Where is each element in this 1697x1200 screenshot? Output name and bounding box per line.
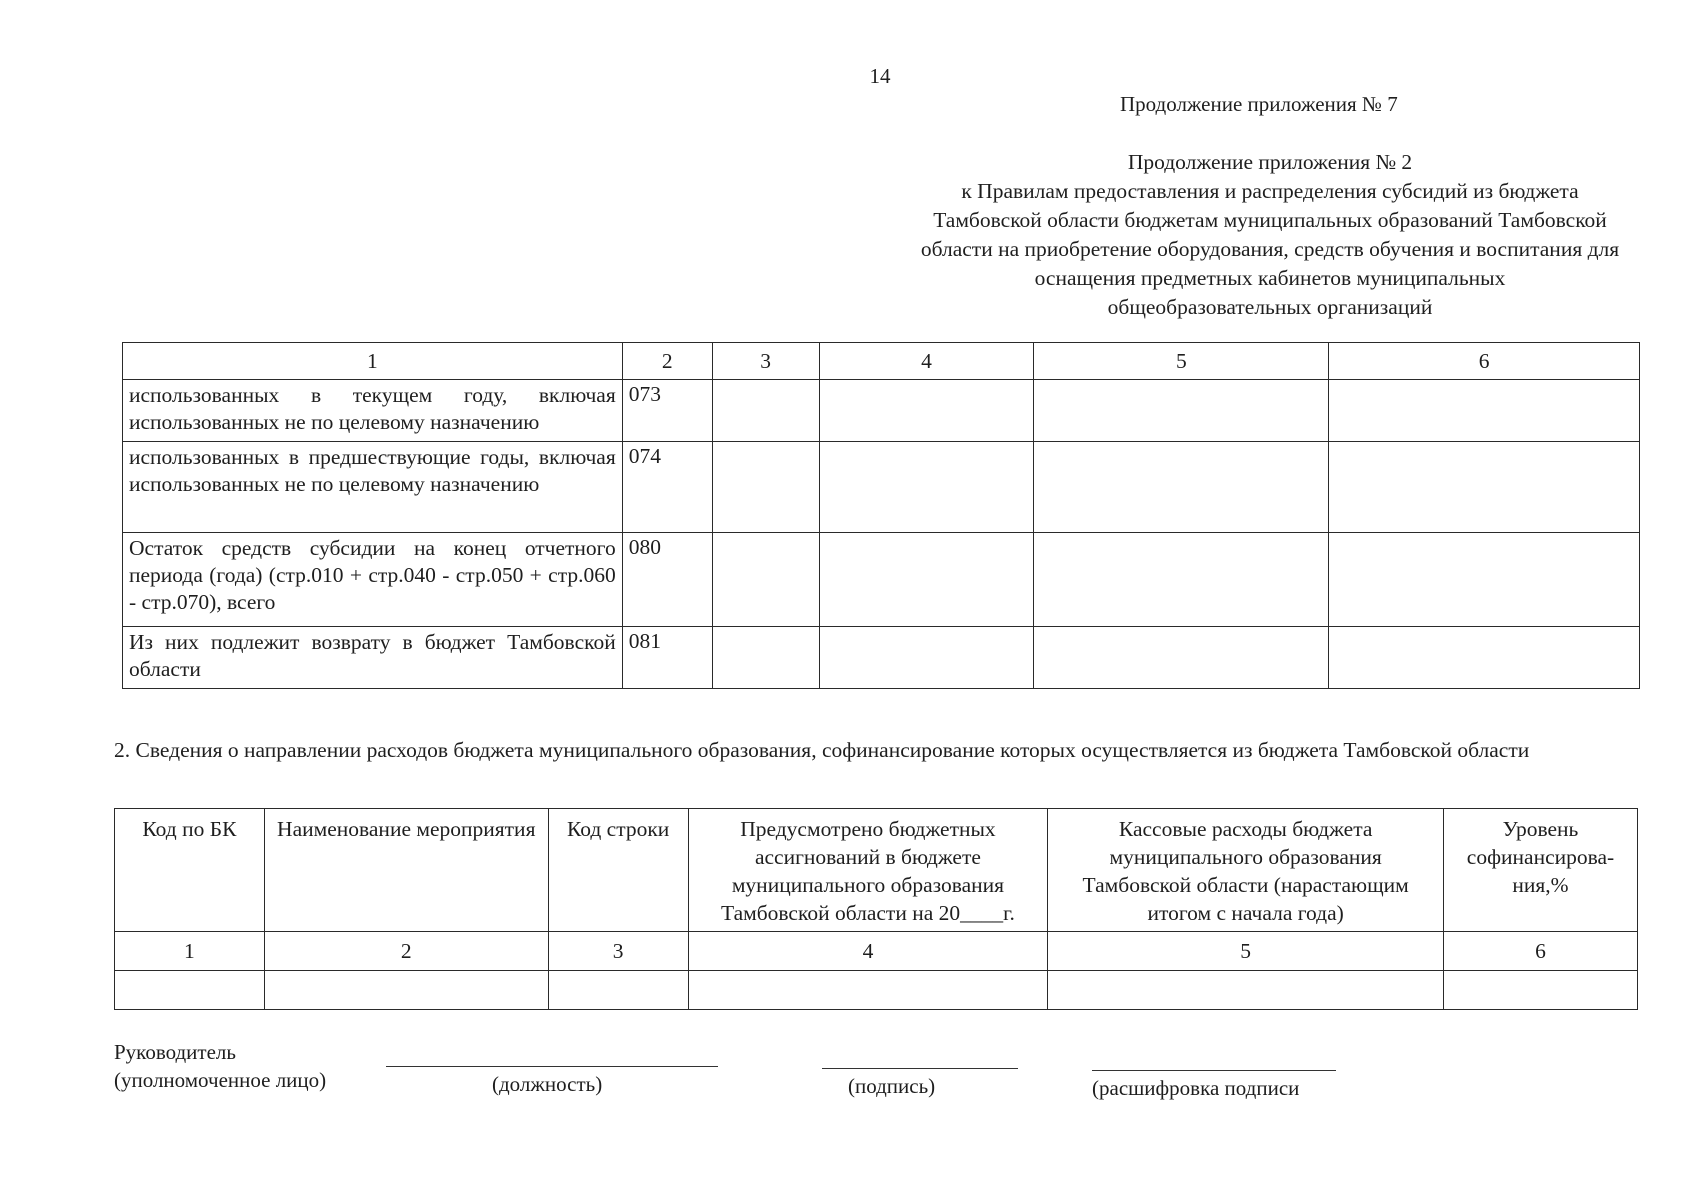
header-cofinancing-level: Уровень софинансирова-ния,% — [1444, 809, 1638, 932]
signature-line — [822, 1068, 1018, 1069]
empty-cell — [1444, 971, 1638, 1010]
column-number: 3 — [712, 343, 819, 380]
empty-cell — [688, 971, 1048, 1010]
empty-cell — [1329, 627, 1640, 689]
empty-cell — [264, 971, 548, 1010]
report-table-continued — [122, 342, 1640, 689]
header-line: Тамбовской области бюджетам муниципальных образований Тамбовской — [933, 208, 1607, 232]
table-row — [123, 380, 1640, 442]
empty-row — [115, 971, 1638, 1010]
column-number: 6 — [1329, 343, 1640, 380]
section-2-heading: 2. Сведения о направлении расходов бюджета муниципального образования, софинансирование которых осуществляется из бюджета Тамбовской области — [114, 738, 1530, 762]
empty-cell — [819, 380, 1034, 442]
header-cash-expenses: Кассовые расходы бюджета муниципального образования Тамбовской области (нарастающим итогом с начала года) — [1048, 809, 1444, 932]
header-bk-code: Код по БК — [115, 809, 265, 932]
empty-cell — [819, 627, 1034, 689]
empty-cell — [115, 971, 265, 1010]
column-number: 3 — [548, 932, 688, 971]
empty-cell — [712, 380, 819, 442]
header-row — [115, 809, 1638, 932]
column-number: 2 — [264, 932, 548, 971]
header-line: к Правилам предоставления и распределения субсидий из бюджета — [961, 179, 1579, 203]
empty-cell — [1034, 442, 1329, 533]
row-description: Из них подлежит возврату в бюджет Тамбовской области — [123, 627, 623, 689]
empty-cell — [712, 442, 819, 533]
header-row-code: Код строки — [548, 809, 688, 932]
empty-cell — [819, 533, 1034, 627]
signature-caption: (подпись) — [848, 1074, 936, 1098]
column-number-row — [115, 932, 1638, 971]
page-number: 14 — [869, 64, 891, 88]
column-number-row — [123, 343, 1640, 380]
decoding-line — [1092, 1070, 1336, 1071]
column-number: 6 — [1444, 932, 1638, 971]
row-description: использованных в предшествующие годы, включая использованных не по целевому назначению — [123, 442, 623, 533]
column-number: 4 — [819, 343, 1034, 380]
header-line: Продолжение приложения № 2 — [1127, 150, 1413, 174]
appendix-header — [790, 148, 1697, 322]
column-number: 1 — [115, 932, 265, 971]
empty-cell — [712, 627, 819, 689]
header-activity-name: Наименование мероприятия — [264, 809, 548, 932]
empty-cell — [1329, 533, 1640, 627]
empty-cell — [548, 971, 688, 1010]
row-code: 081 — [622, 627, 712, 689]
empty-cell — [1034, 380, 1329, 442]
row-description: Остаток средств субсидии на конец отчетного периода (года) (стр.010 + стр.040 - стр.050 + стр.060 - стр.070), всего — [123, 533, 623, 627]
position-line — [386, 1066, 718, 1067]
decoding-caption: (расшифровка подписи — [1092, 1076, 1300, 1100]
header-line: оснащения предметных кабинетов муниципальных — [1034, 266, 1506, 290]
empty-cell — [819, 442, 1034, 533]
table-row — [123, 627, 1640, 689]
empty-cell — [1329, 442, 1640, 533]
row-description: использованных в текущем году, включая использованных не по целевому назначению — [123, 380, 623, 442]
column-number: 2 — [622, 343, 712, 380]
row-code: 080 — [622, 533, 712, 627]
header-line: области на приобретение оборудования, средств обучения и воспитания для — [920, 237, 1620, 261]
empty-cell — [1329, 380, 1640, 442]
row-code: 073 — [622, 380, 712, 442]
table-row — [123, 442, 1640, 533]
head-label: Руководитель — [114, 1040, 236, 1064]
table-row — [123, 533, 1640, 627]
empty-cell — [1034, 533, 1329, 627]
header-line: общеобразовательных организаций — [1107, 295, 1433, 319]
empty-cell — [712, 533, 819, 627]
column-number: 5 — [1034, 343, 1329, 380]
authorized-person-label: (уполномоченное лицо) — [114, 1068, 327, 1092]
column-number: 5 — [1048, 932, 1444, 971]
position-caption: (должность) — [492, 1072, 603, 1096]
empty-cell — [1034, 627, 1329, 689]
continuation-appendix-7: Продолжение приложения № 7 — [1120, 92, 1398, 116]
empty-cell — [1048, 971, 1444, 1010]
expenses-table — [114, 808, 1638, 1010]
header-budget-allocations: Предусмотрено бюджетных ассигнований в бюджете муниципального образования Тамбовской области на 20____г. — [688, 809, 1048, 932]
column-number: 4 — [688, 932, 1048, 971]
row-code: 074 — [622, 442, 712, 533]
column-number: 1 — [123, 343, 623, 380]
